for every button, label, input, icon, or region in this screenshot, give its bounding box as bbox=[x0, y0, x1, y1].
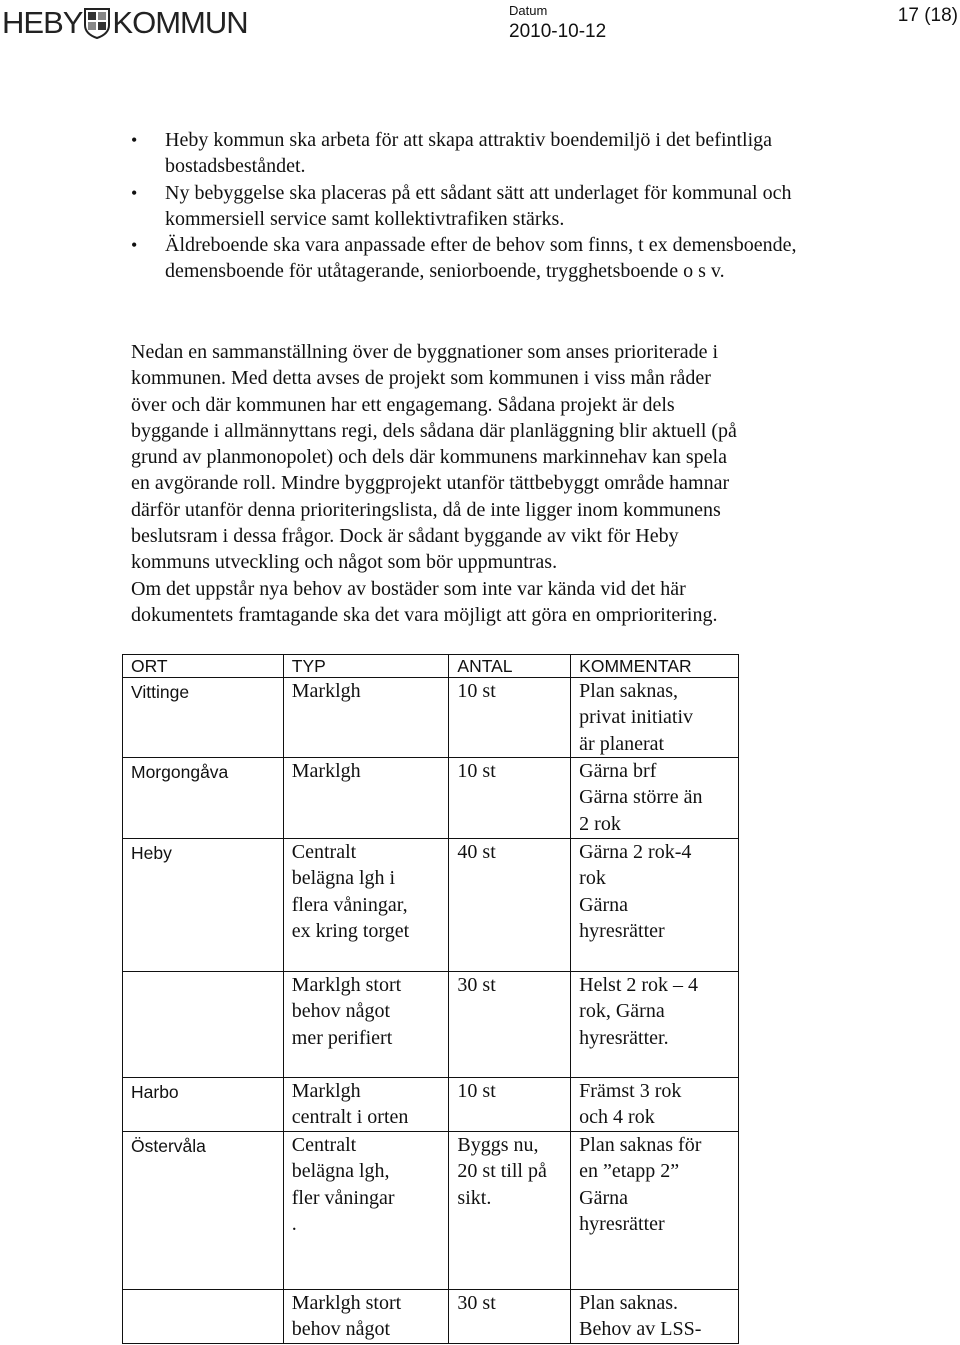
cell-ort bbox=[123, 1290, 284, 1344]
cell-typ: Marklgh centralt i orten bbox=[283, 1078, 449, 1132]
cell-typ: Marklgh bbox=[283, 758, 449, 839]
header-kommentar: KOMMENTAR bbox=[571, 655, 739, 678]
cell-kommentar: Gärna 2 rok-4 rok Gärna hyresrätter bbox=[571, 839, 739, 972]
cell-ort: Morgongåva bbox=[123, 758, 284, 839]
heby-kommun-logo bbox=[2, 4, 248, 42]
header-antal: ANTAL bbox=[449, 655, 571, 678]
paragraph-line: grund av planmonopolet) och dels där kommunens markinnehav kan spela bbox=[131, 446, 727, 469]
paragraph-line: därför utanför denna prioriteringslista, då de inte ligger inom kommunens bbox=[131, 498, 721, 521]
cell-kommentar: Gärna brf Gärna större än 2 rok bbox=[571, 758, 739, 839]
bullet-item: • Heby kommun ska arbeta för att skapa attraktiv boendemiljö i det befintliga bostadsbeståndet. bbox=[131, 127, 831, 180]
cell-ort: Östervåla bbox=[123, 1132, 284, 1290]
crest-icon bbox=[84, 7, 110, 39]
cell-ort: Harbo bbox=[123, 1078, 284, 1132]
cell-antal: 30 st bbox=[449, 972, 571, 1078]
paragraph-line: en avgörande roll. Mindre byggprojekt utanför tättbebyggt område hamnar bbox=[131, 472, 730, 495]
paragraph-line: Om det uppstår nya behov av bostäder som inte var kända vid det här bbox=[131, 577, 686, 600]
paragraph-line: kommunen. Med detta avses de projekt som kommunen i viss mån råder bbox=[131, 367, 711, 390]
logo-text-heby: HEBY bbox=[2, 5, 83, 40]
paragraph-line: över och där kommunen har ett engagemang. Sådana projekt är dels bbox=[131, 393, 675, 416]
cell-antal: Byggs nu, 20 st till på sikt. bbox=[449, 1132, 571, 1290]
header-typ: TYP bbox=[283, 655, 449, 678]
table-row bbox=[123, 839, 739, 972]
paragraph-line: Nedan en sammanställning över de byggnationer som anses prioriterade i bbox=[131, 341, 719, 363]
logo-text-kommun: KOMMUN bbox=[112, 5, 248, 40]
cell-typ: Marklgh stort behov något mer perifiert bbox=[283, 972, 449, 1078]
cell-kommentar: Plan saknas, privat initiativ är planerat bbox=[571, 678, 739, 758]
page-number: 17 (18) bbox=[897, 5, 958, 26]
table-row bbox=[123, 758, 739, 839]
cell-typ: Centralt belägna lgh, fler våningar . bbox=[283, 1132, 449, 1290]
cell-typ: Centralt belägna lgh i flera våningar, ex kring torget bbox=[283, 839, 449, 972]
cell-antal: 10 st bbox=[449, 678, 571, 758]
cell-kommentar: Främst 3 rok och 4 rok bbox=[571, 1078, 739, 1132]
header-ort: ORT bbox=[123, 655, 284, 678]
paragraph-line: beslutsram i dessa frågor. Dock är sådant byggande av vikt för Heby bbox=[131, 525, 679, 548]
paragraph-line: byggande i allmännyttans regi, dels sådana där planläggning blir aktuell (på bbox=[131, 419, 737, 442]
table-row bbox=[123, 1132, 739, 1290]
cell-antal: 40 st bbox=[449, 839, 571, 972]
table-header-row bbox=[123, 655, 739, 678]
date-value: 2010-10-12 bbox=[509, 21, 607, 42]
cell-ort: Heby bbox=[123, 839, 284, 972]
cell-typ: Marklgh bbox=[283, 678, 449, 758]
cell-antal: 10 st bbox=[449, 1078, 571, 1132]
table-row bbox=[123, 1078, 739, 1132]
cell-antal: 30 st bbox=[449, 1290, 571, 1344]
bullet-item: • Ny bebyggelse ska placeras på ett sådant sätt att underlaget för kommunal och kommersiell service samt kollektivtrafiken stärks. bbox=[131, 180, 831, 233]
cell-kommentar: Helst 2 rok – 4 rok, Gärna hyresrätter. bbox=[571, 972, 739, 1078]
body-paragraph bbox=[131, 339, 831, 628]
paragraph-line: kommuns utveckling och något som bör uppmuntras. bbox=[131, 551, 558, 574]
cell-typ: Marklgh stort behov något bbox=[283, 1290, 449, 1344]
cell-ort: Vittinge bbox=[123, 678, 284, 758]
table-row bbox=[123, 678, 739, 758]
cell-kommentar: Plan saknas för en ”etapp 2” Gärna hyresrätter bbox=[571, 1132, 739, 1290]
table-row bbox=[123, 972, 739, 1078]
paragraph-line: dokumentets framtagande ska det vara möjligt att göra en omprioritering. bbox=[131, 603, 718, 626]
cell-ort bbox=[123, 972, 284, 1078]
housing-priority-table bbox=[122, 654, 739, 1344]
cell-kommentar: Plan saknas. Behov av LSS- bbox=[571, 1290, 739, 1344]
table-row bbox=[123, 1290, 739, 1344]
bullet-list bbox=[131, 127, 831, 285]
cell-antal: 10 st bbox=[449, 758, 571, 839]
date-label: Datum bbox=[509, 3, 548, 18]
bullet-item: • Äldreboende ska vara anpassade efter de behov som finns, t ex demensboende, demensboende för utåtagerande, seniorboende, trygghetsboende o s v. bbox=[131, 232, 831, 285]
